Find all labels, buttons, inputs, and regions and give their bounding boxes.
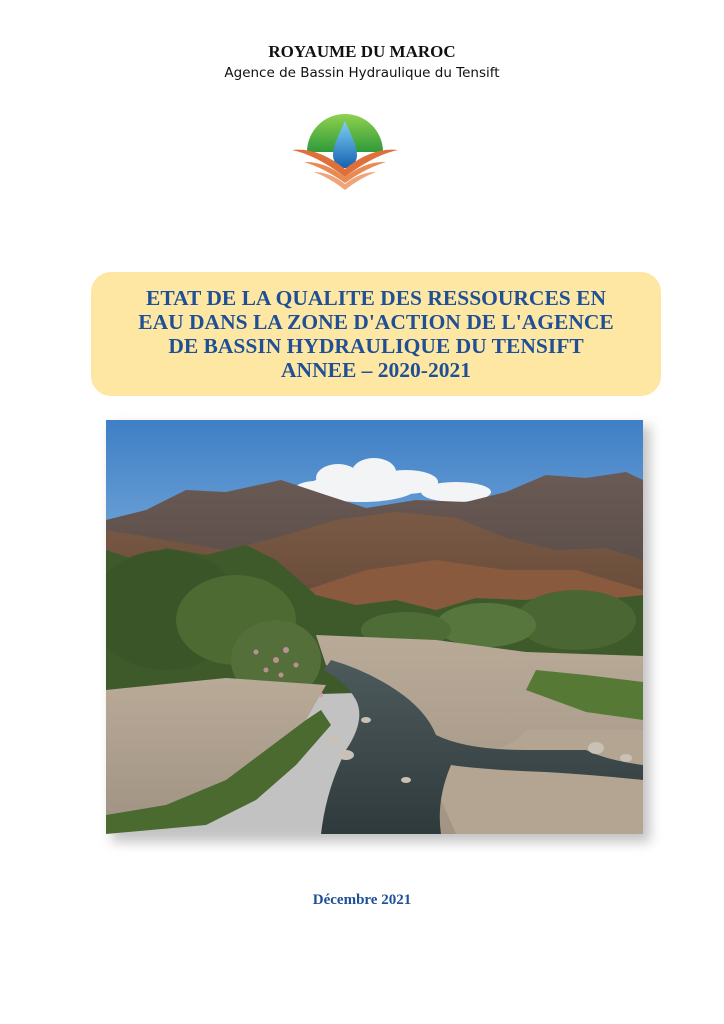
agency-name: Agence de Bassin Hydraulique du Tensift (224, 65, 500, 81)
water-drop-logo-icon (290, 107, 400, 193)
title-line-3: DE BASSIN HYDRAULIQUE DU TENSIFT (168, 334, 584, 358)
report-title-box (91, 272, 661, 396)
country-title: ROYAUME DU MAROC (268, 42, 456, 61)
publication-date: Décembre 2021 (312, 892, 412, 908)
river-landscape-photo (106, 420, 643, 834)
title-line-1: ETAT DE LA QUALITE DES RESSOURCES EN (145, 286, 606, 310)
title-line-4: ANNEE – 2020-2021 (281, 358, 471, 382)
title-line-2: EAU DANS LA ZONE D'ACTION DE L'AGENCE (138, 310, 614, 334)
